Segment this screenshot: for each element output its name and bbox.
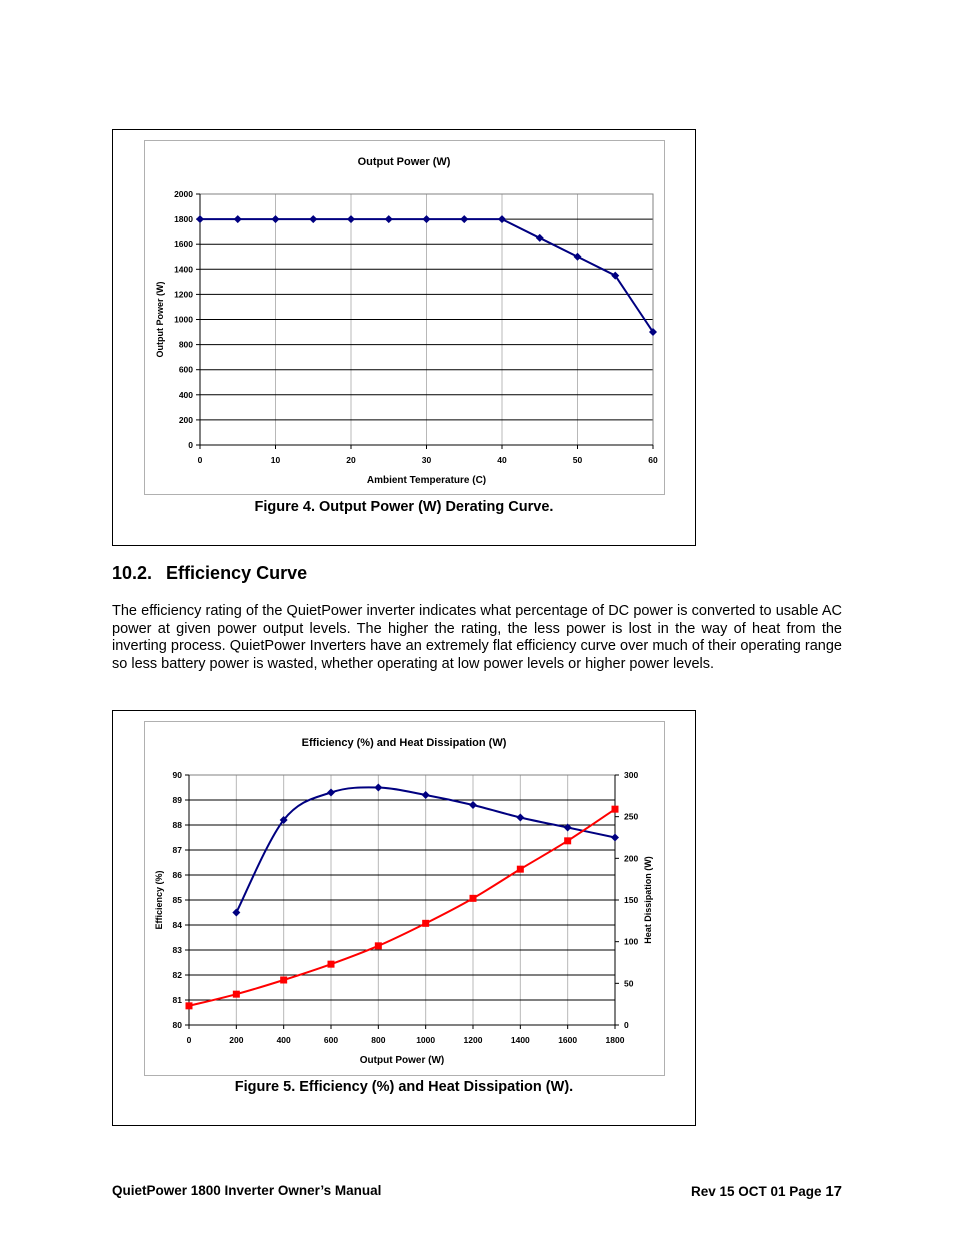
figure-5-caption: Figure 5. Efficiency (%) and Heat Dissipation (W). xyxy=(234,1079,574,1095)
x-axis-title: Ambient Temperature (C) xyxy=(366,475,487,486)
y-tick-label: 400 xyxy=(178,389,193,400)
y-tick-label: 80 xyxy=(172,1020,182,1030)
efficiency-paragraph: The efficiency rating of the QuietPower inverter indicates what percentage of DC power is converted to usable AC power at given power output levels. The higher the rating, the less power is lost in the way of heat from the inverting process. QuietPower Inverters have an extremely flat efficiency curve over much of their operating range so less battery power is wasted, whether operating at low power levels or higher power levels. xyxy=(112,603,842,673)
series-1-point xyxy=(516,814,524,822)
series-2-point xyxy=(328,961,335,968)
series-2-point xyxy=(470,895,477,902)
series-1-point xyxy=(385,215,393,223)
y-tick-label: 84 xyxy=(172,920,182,930)
figure-4-caption: Figure 4. Output Power (W) Derating Curve. xyxy=(254,499,554,515)
series-2-point xyxy=(517,866,524,873)
section-number: 10.2. xyxy=(112,563,153,583)
y-tick-label: 87 xyxy=(172,845,182,855)
series-1-point xyxy=(374,784,382,792)
y-tick-label: 2000 xyxy=(174,189,193,199)
y-tick-label: 81 xyxy=(172,995,182,1005)
y-tick-label: 200 xyxy=(178,414,193,425)
chart-title: Efficiency (%) and Heat Dissipation (W) xyxy=(301,737,507,749)
x-tick-label: 1000 xyxy=(416,1035,436,1045)
footer-manual-title: QuietPower 1800 Inverter Owner’s Manual xyxy=(112,1183,382,1198)
series-1-point xyxy=(309,215,317,223)
y-tick-label: 600 xyxy=(178,364,193,375)
x-tick-label: 50 xyxy=(572,455,583,465)
series-1-point xyxy=(469,801,477,809)
series-2-point xyxy=(564,837,571,844)
y2-tick-label: 100 xyxy=(624,936,639,947)
y-tick-label: 85 xyxy=(172,895,182,905)
series-1-point xyxy=(536,234,544,242)
series-1-point xyxy=(327,789,335,797)
series-2-point xyxy=(375,942,382,949)
y-tick-label: 1000 xyxy=(174,314,193,325)
series-1-point xyxy=(498,215,506,223)
footer-revision xyxy=(691,1183,842,1200)
y2-tick-label: 200 xyxy=(624,853,639,864)
series-1-point xyxy=(574,253,582,261)
series-1-point xyxy=(422,791,430,799)
y2-tick-label: 250 xyxy=(624,811,639,822)
y-tick-label: 82 xyxy=(172,970,182,980)
y-tick-label: 89 xyxy=(172,795,182,805)
page-number: 17 xyxy=(825,1183,842,1200)
y2-tick-label: 300 xyxy=(624,770,639,780)
y-tick-label: 1800 xyxy=(174,214,193,225)
y-tick-label: 86 xyxy=(172,870,182,880)
y2-tick-label: 0 xyxy=(624,1020,629,1030)
x-tick-label: 1800 xyxy=(605,1035,625,1045)
x-tick-label: 1200 xyxy=(463,1035,483,1045)
x-tick-label: 60 xyxy=(648,455,658,465)
y-tick-label: 1600 xyxy=(174,239,193,250)
section-title: Efficiency Curve xyxy=(166,563,308,583)
x-tick-label: 40 xyxy=(497,455,507,465)
y-tick-label: 90 xyxy=(172,770,182,780)
x-tick-label: 1400 xyxy=(510,1035,530,1045)
y-tick-label: 88 xyxy=(172,820,182,830)
y2-tick-label: 50 xyxy=(624,978,634,989)
x-axis-title: Output Power (W) xyxy=(359,1055,445,1066)
series-2-point xyxy=(233,991,240,998)
x-tick-label: 10 xyxy=(270,455,281,465)
y2-tick-label: 150 xyxy=(624,895,639,905)
chart-title: Output Power (W) xyxy=(357,156,451,168)
efficiency-chart xyxy=(113,711,697,1127)
series-2-point xyxy=(186,1002,193,1009)
series-1-point xyxy=(232,909,240,917)
y-tick-label: 1400 xyxy=(174,264,193,275)
x-tick-label: 800 xyxy=(371,1035,386,1045)
x-tick-label: 400 xyxy=(276,1035,291,1045)
x-tick-label: 0 xyxy=(197,455,203,465)
series-2-point xyxy=(422,920,429,927)
y-tick-label: 0 xyxy=(188,440,193,450)
y-tick-label: 800 xyxy=(178,339,193,350)
footer-rev-text: Rev 15 OCT 01 Page xyxy=(690,1184,826,1199)
y-axis-title: Efficiency (%) xyxy=(154,870,164,930)
y2-axis-title: Heat Dissipation (W) xyxy=(643,856,653,944)
x-tick-label: 20 xyxy=(346,455,356,465)
series-1-point xyxy=(234,215,242,223)
figure-5-frame xyxy=(112,710,696,1126)
series-1-point xyxy=(272,215,280,223)
derating-chart xyxy=(113,130,697,547)
series-1-point xyxy=(347,215,355,223)
x-tick-label: 0 xyxy=(186,1035,192,1045)
series-1-point xyxy=(611,834,619,842)
series-2-point xyxy=(280,977,287,984)
section-heading xyxy=(112,563,307,584)
series-1-point xyxy=(423,215,431,223)
x-tick-label: 200 xyxy=(229,1035,244,1045)
series-1-point xyxy=(196,215,204,223)
x-tick-label: 600 xyxy=(323,1035,339,1045)
series-1-point xyxy=(460,215,468,223)
x-tick-label: 30 xyxy=(421,455,432,465)
series-line-2 xyxy=(189,809,615,1006)
x-tick-label: 1600 xyxy=(558,1035,578,1045)
y-tick-label: 1200 xyxy=(174,289,193,300)
figure-4-frame xyxy=(112,129,696,546)
series-2-point xyxy=(612,806,619,813)
y-tick-label: 83 xyxy=(172,945,182,955)
y-axis-title: Output Power (W) xyxy=(155,281,165,358)
